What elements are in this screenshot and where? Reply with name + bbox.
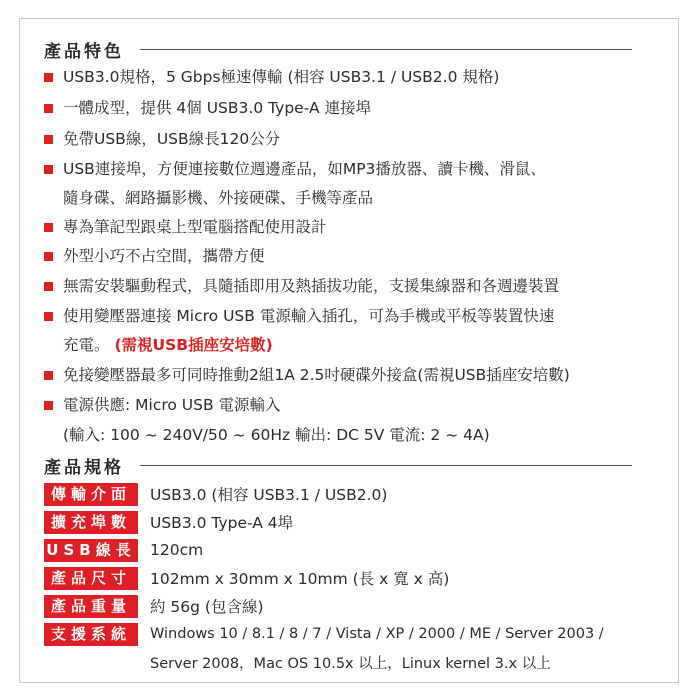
feature-item (44, 302, 554, 330)
feature-item (44, 272, 559, 300)
feature-item (44, 213, 327, 241)
bullet-icon (44, 401, 53, 410)
feature-item (44, 242, 265, 270)
features-header (44, 36, 632, 62)
feature-item (44, 63, 499, 91)
feature-item (44, 94, 371, 122)
spec-row (44, 538, 203, 562)
feature-text: 電源供應: Micro USB 電源輸入 (63, 396, 281, 414)
feature-item (44, 155, 546, 183)
spec-row (44, 622, 604, 646)
feature-text: 使用變壓器連接 Micro USB 電源輸入插孔，可為手機或平板等裝置快速 (63, 307, 555, 325)
spec-label: USB線長 (44, 539, 138, 562)
feature-item (44, 361, 570, 389)
ampere-note: (需視USB插座安培數) (114, 336, 273, 354)
feature-item (44, 125, 280, 153)
spec-value: 120cm (150, 541, 204, 559)
spec-row (44, 594, 264, 618)
feature-text-continued (63, 331, 273, 359)
specs-title: 產品規格 (44, 457, 124, 478)
feature-text: 專為筆記型跟桌上型電腦搭配使用設計 (63, 218, 327, 236)
spec-label: 支援系統 (44, 623, 138, 646)
features-title: 產品特色 (44, 41, 124, 62)
bullet-icon (44, 312, 53, 321)
spec-label: 擴充埠數 (44, 511, 138, 534)
bullet-icon (44, 252, 53, 261)
feature-text: 免接變壓器最多可同時推動2組1A 2.5吋硬碟外接盒(需視USB插座安培數) (63, 366, 570, 384)
feature-text: 外型小巧不占空間，攜帶方便 (63, 247, 265, 265)
bullet-icon (44, 104, 53, 113)
feature-text: 無需安裝驅動程式，具隨插即用及熱插拔功能，支援集線器和各週邊裝置 (63, 277, 560, 295)
feature-text-continued: 隨身碟、網路攝影機、外接硬碟、手機等產品 (63, 189, 374, 207)
specs-divider (140, 465, 632, 466)
spec-value: Windows 10 / 8.1 / 8 / 7 / Vista / XP / 2000 / ME / Server 2003 / (150, 626, 604, 642)
feature-text: USB連接埠，方便連接數位週邊產品，如MP3播放器、讀卡機、滑鼠、 (63, 160, 546, 178)
spec-row (44, 510, 293, 534)
spec-value: USB3.0 Type-A 4埠 (150, 514, 294, 532)
bullet-icon (44, 165, 53, 174)
bullet-icon (44, 223, 53, 232)
charge-text: 充電。 (63, 336, 110, 354)
feature-text: 一體成型，提供 4個 USB3.0 Type-A 連接埠 (63, 99, 371, 117)
bullet-icon (44, 135, 53, 144)
feature-item (44, 391, 281, 419)
specs-header (44, 452, 632, 478)
bullet-icon (44, 73, 53, 82)
spec-value: 約 56g (包含線) (150, 598, 264, 616)
spec-value: 102mm x 30mm x 10mm (長 x 寬 x 高) (150, 570, 450, 588)
spec-label: 產品重量 (44, 595, 138, 618)
bullet-icon (44, 371, 53, 380)
spec-value: USB3.0 (相容 USB3.1 / USB2.0) (150, 486, 388, 504)
spec-label: 傳輸介面 (44, 483, 138, 506)
feature-text: 免帶USB線，USB線長120公分 (63, 130, 281, 148)
spec-row (44, 566, 449, 590)
spec-value-continued: Server 2008，Mac OS 10.5x 以上，Linux kernel 3.x 以上 (150, 656, 551, 672)
spec-label: 產品尺寸 (44, 567, 138, 590)
power-spec-text: (輸入: 100 ~ 240V/50 ~ 60Hz 輸出: DC 5V 電流: 2 ~ 4A) (63, 426, 490, 444)
feature-text: USB3.0規格，5 Gbps極速傳輸 (相容 USB3.1 / USB2.0 規格) (63, 68, 500, 86)
bullet-icon (44, 282, 53, 291)
features-divider (140, 49, 632, 50)
spec-row (44, 482, 387, 506)
